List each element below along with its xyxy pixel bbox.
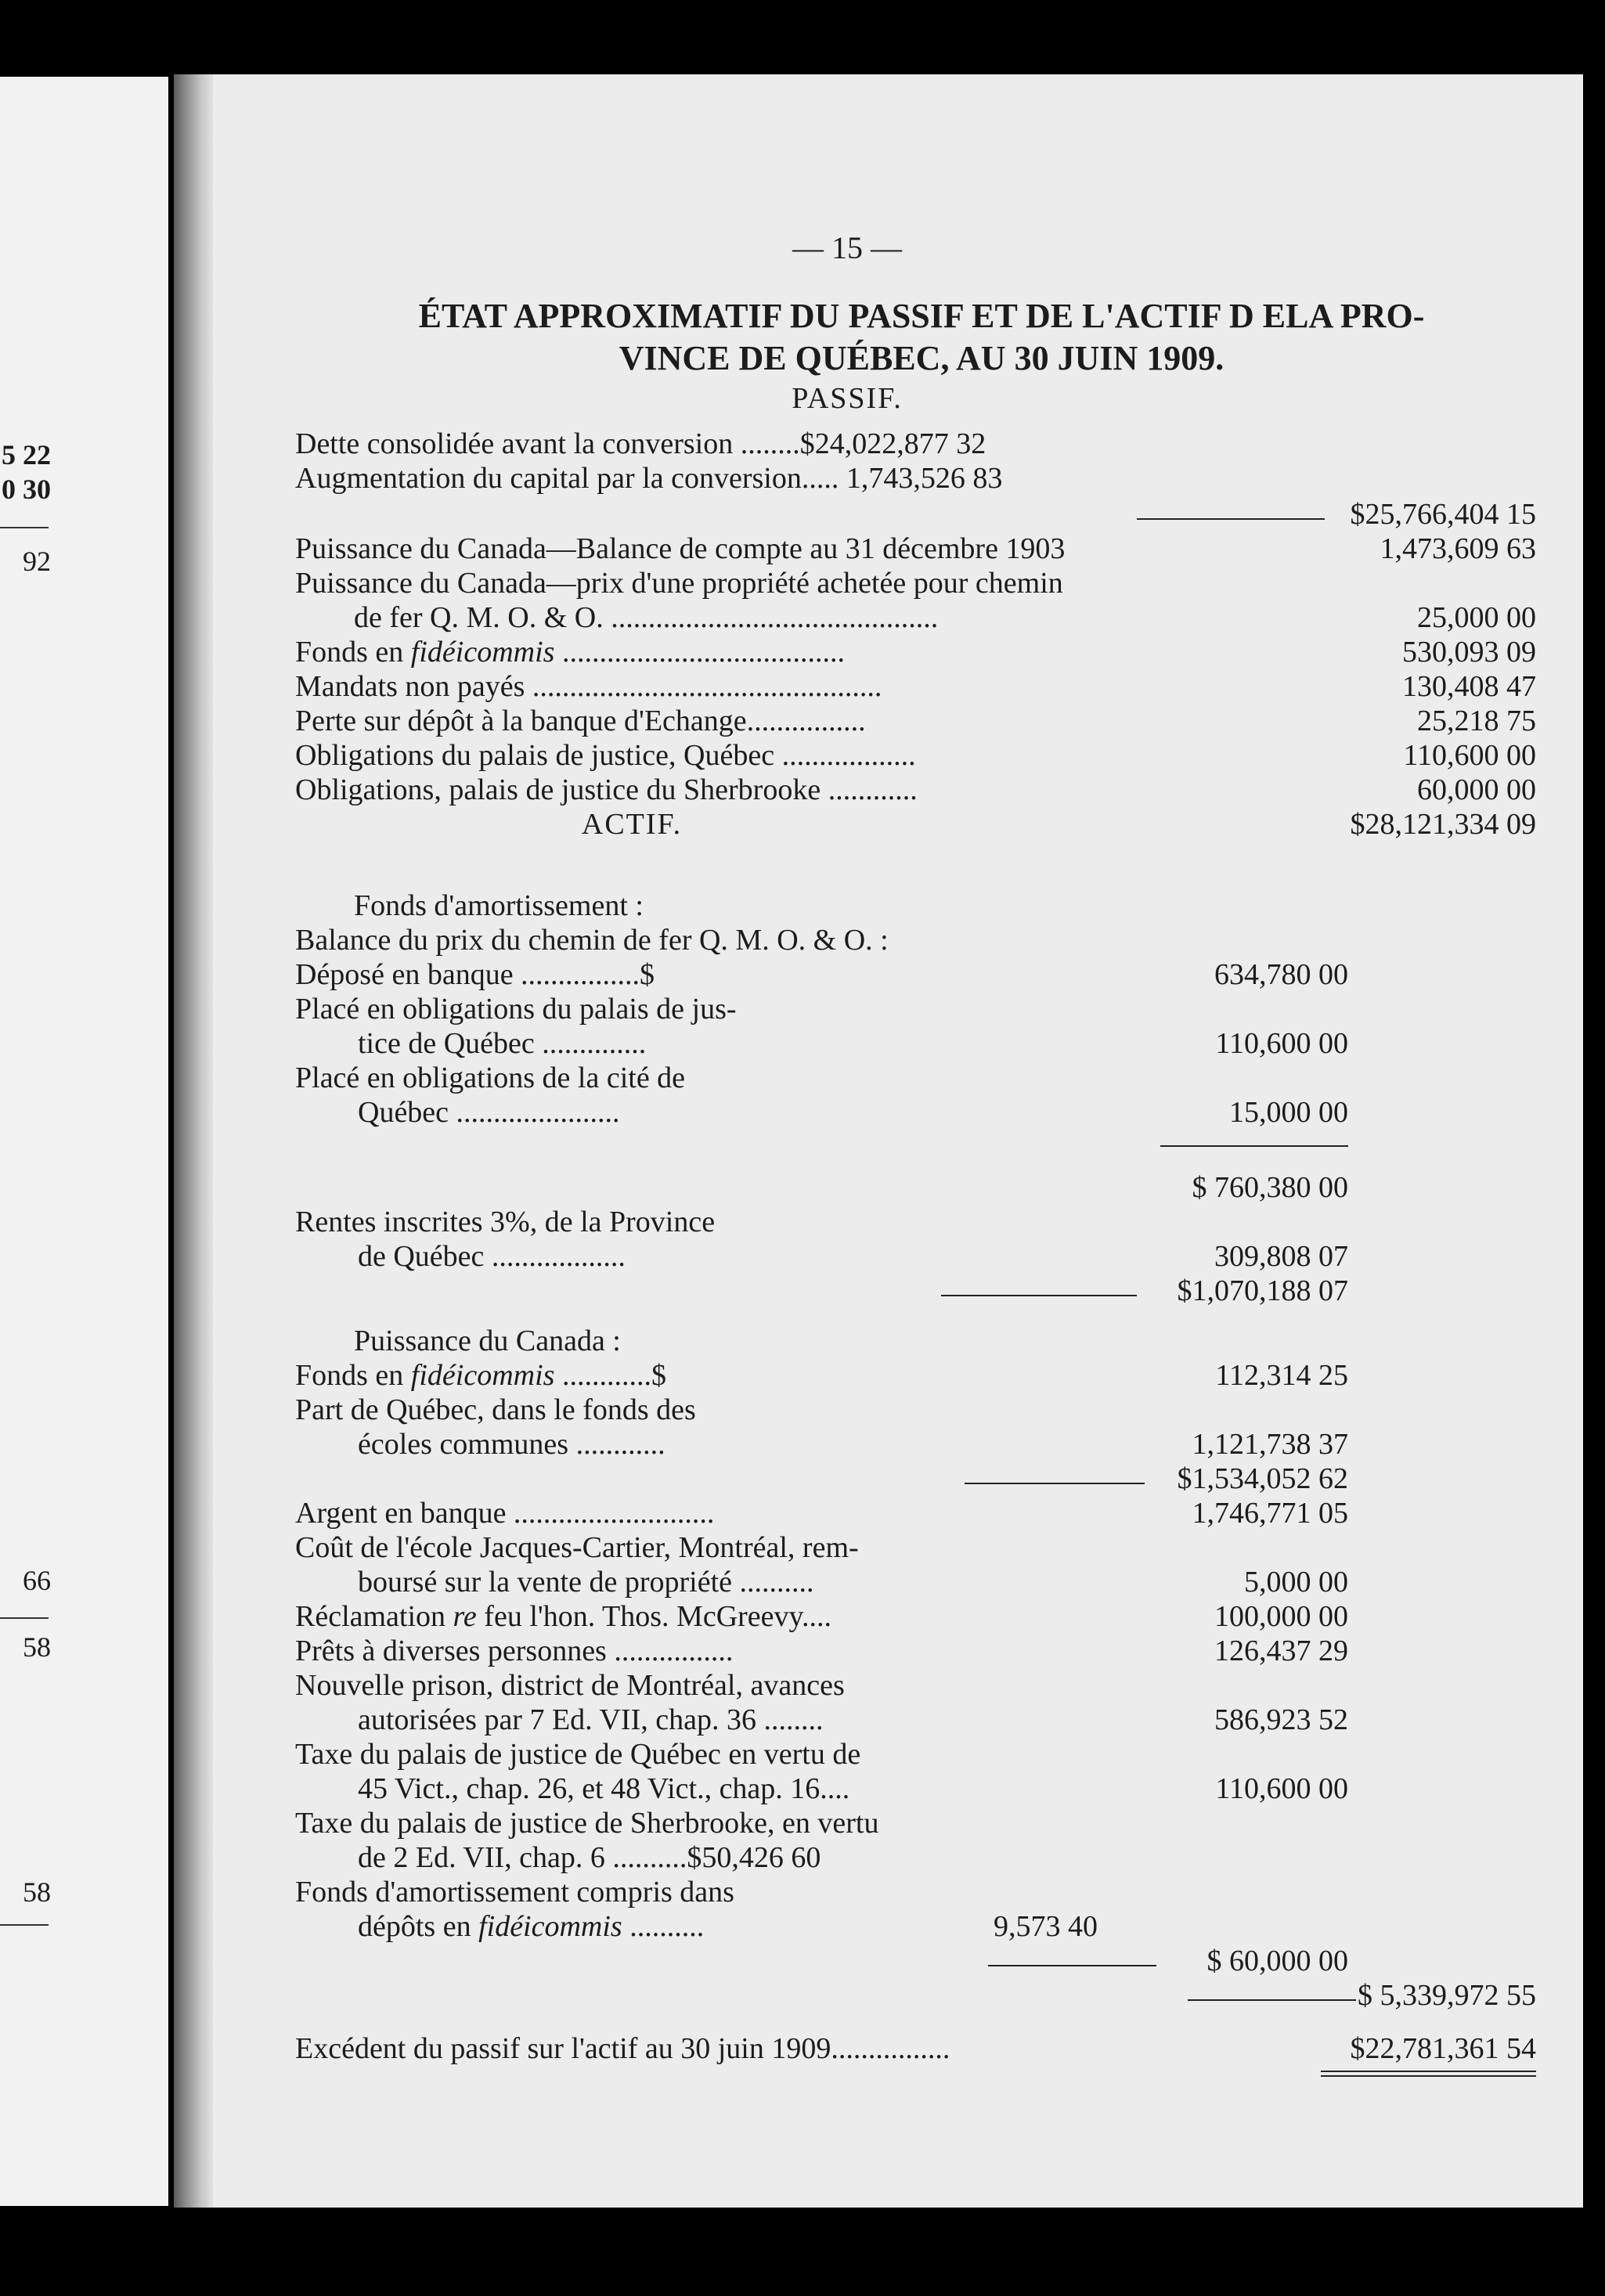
passif-row: de fer Q. M. O. & O. ............................................ [354, 601, 939, 634]
actif-row: Québec ...................... [358, 1096, 620, 1129]
double-rule [1321, 2071, 1536, 2077]
text: Réclamation [295, 1600, 453, 1633]
actif-row: Part de Québec, dans le fonds des [295, 1393, 696, 1426]
rule [1188, 1999, 1356, 2001]
text: .......... [622, 1910, 705, 1943]
actif-amount: 15,000 00 [1229, 1096, 1348, 1129]
text: ...................................... [554, 636, 845, 669]
actif-row: de 2 Ed. VII, chap. 6 ..........$50,426 60 [358, 1841, 821, 1874]
text-italic: fidéicommis [478, 1910, 622, 1943]
fragment-value: 92 [23, 546, 51, 577]
rule [0, 527, 49, 528]
passif-amount: 60,000 00 [1417, 773, 1536, 806]
actif-row: Coût de l'école Jacques-Cartier, Montréal, rem- [295, 1531, 859, 1564]
fragment-value: 5 22 [2, 439, 51, 470]
passif-subtotal: $25,766,404 15 [1350, 498, 1536, 531]
fragment-value: 58 [23, 1876, 51, 1908]
actif-row: Placé en obligations de la cité de [295, 1061, 686, 1094]
amort-heading: Fonds d'amortissement : [354, 889, 644, 922]
text-italic: re [453, 1600, 477, 1633]
rule [941, 1295, 1137, 1296]
actif-amount: 1,746,771 05 [1192, 1497, 1348, 1530]
excedent-amount: $22,781,361 54 [1350, 2032, 1536, 2065]
passif-row: Obligations, palais de justice du Sherbrooke ............ [295, 773, 918, 806]
actif-row [295, 1599, 831, 1634]
adjacent-page-fragment [0, 77, 168, 2206]
rule [0, 1924, 49, 1926]
actif-row: Fonds d'amortissement compris dans [295, 1876, 734, 1909]
actif-subtotal: $ 760,380 00 [1192, 1171, 1348, 1204]
actif-row: Placé en obligations du palais de jus- [295, 993, 737, 1025]
passif-heading: PASSIF. [792, 382, 903, 415]
passif-amount: 530,093 09 [1402, 636, 1536, 669]
title-line: VINCE DE QUÉBEC, AU 30 JUIN 1909. [619, 339, 1224, 377]
actif-row [295, 1358, 666, 1393]
actif-row: écoles communes ............ [358, 1428, 665, 1461]
actif-amount: 110,600 00 [1215, 1027, 1348, 1060]
passif-total: $28,121,334 09 [1350, 808, 1536, 841]
excedent-row: Excédent du passif sur l'actif au 30 juin 1909................ [295, 2032, 950, 2065]
actif-amount: 9,573 40 [994, 1910, 1098, 1943]
actif-amount: 5,000 00 [1244, 1566, 1348, 1599]
actif-row [358, 1909, 704, 1944]
text: Fonds en [295, 636, 411, 669]
actif-row: autorisées par 7 Ed. VII, chap. 36 ........ [358, 1703, 824, 1736]
puissance-heading: Puissance du Canada : [354, 1325, 621, 1357]
passif-row: Perte sur dépôt à la banque d'Echange................ [295, 705, 866, 737]
text: feu l'hon. Thos. McGreevy.... [476, 1600, 832, 1633]
actif-row: Déposé en banque ................$ [295, 958, 655, 991]
passif-amount: 1,473,609 63 [1380, 532, 1536, 565]
rule [988, 1965, 1156, 1966]
actif-row: Taxe du palais de justice de Sherbrooke, en vertu [295, 1807, 879, 1840]
passif-amount: 130,408 47 [1402, 670, 1536, 703]
actif-row: tice de Québec .............. [358, 1027, 647, 1060]
passif-row [295, 635, 845, 669]
passif-row: Puissance du Canada—Balance de compte au 31 décembre 1903 [295, 532, 1066, 565]
actif-row: 45 Vict., chap. 26, et 48 Vict., chap. 16.... [358, 1772, 850, 1805]
actif-row: Argent en banque ........................... [295, 1497, 715, 1530]
passif-row: Mandats non payés ............................................... [295, 670, 882, 703]
actif-row: de Québec .................. [358, 1240, 626, 1273]
actif-row: Prêts à diverses personnes ................ [295, 1635, 734, 1667]
passif-row: Dette consolidée avant la conversion ........$24,022,877 32 [295, 427, 986, 460]
actif-amount: 1,121,738 37 [1192, 1428, 1348, 1461]
passif-amount: 25,218 75 [1417, 705, 1536, 737]
passif-amount: 25,000 00 [1417, 601, 1536, 634]
fragment-value: 66 [23, 1565, 51, 1596]
actif-total: $1,534,052 62 [1177, 1462, 1348, 1495]
rule [0, 1617, 49, 1619]
text-italic: fidéicommis [410, 636, 555, 669]
text-italic: fidéicommis [410, 1359, 555, 1392]
fragment-value: 0 30 [2, 474, 51, 505]
fragment-value: 58 [23, 1631, 51, 1663]
actif-amount: 634,780 00 [1214, 958, 1348, 991]
rule [1160, 1145, 1348, 1147]
document-page [174, 74, 1583, 2208]
text: ............$ [554, 1359, 666, 1392]
rule [965, 1483, 1145, 1484]
actif-amount: 112,314 25 [1215, 1359, 1348, 1392]
actif-heading: ACTIF. [581, 808, 683, 841]
actif-row: Nouvelle prison, district de Montréal, avances [295, 1669, 845, 1702]
actif-amount: 126,437 29 [1214, 1635, 1348, 1667]
actif-amount: 100,000 00 [1214, 1600, 1348, 1633]
passif-row: Obligations du palais de justice, Québec .................. [295, 739, 916, 772]
actif-row: Taxe du palais de justice de Québec en vertu de [295, 1738, 861, 1771]
actif-total: $1,070,188 07 [1177, 1274, 1348, 1307]
title-line: ÉTAT APPROXIMATIF DU PASSIF ET DE L'ACTIF D ELA PRO- [418, 297, 1425, 335]
actif-amount: 309,808 07 [1214, 1240, 1348, 1273]
actif-row: Rentes inscrites 3%, de la Province [295, 1206, 716, 1238]
actif-amount: 586,923 52 [1214, 1703, 1348, 1736]
text: dépôts en [358, 1910, 479, 1943]
passif-row: Puissance du Canada—prix d'une propriété achetée pour chemin [295, 567, 1063, 600]
page-title [295, 295, 1548, 380]
text: Fonds en [295, 1359, 411, 1392]
actif-grand-total: $ 5,339,972 55 [1358, 1979, 1536, 2012]
actif-total: $ 60,000 00 [1206, 1945, 1348, 1977]
page-number: — 15 — [792, 230, 902, 265]
passif-amount: 110,600 00 [1403, 739, 1536, 772]
passif-row: Augmentation du capital par la conversion..... 1,743,526 83 [295, 462, 1003, 495]
actif-row: boursé sur la vente de propriété .......... [358, 1566, 814, 1599]
rule [1137, 518, 1325, 520]
actif-row: Balance du prix du chemin de fer Q. M. O. & O. : [295, 924, 889, 957]
actif-amount: 110,600 00 [1215, 1772, 1348, 1805]
